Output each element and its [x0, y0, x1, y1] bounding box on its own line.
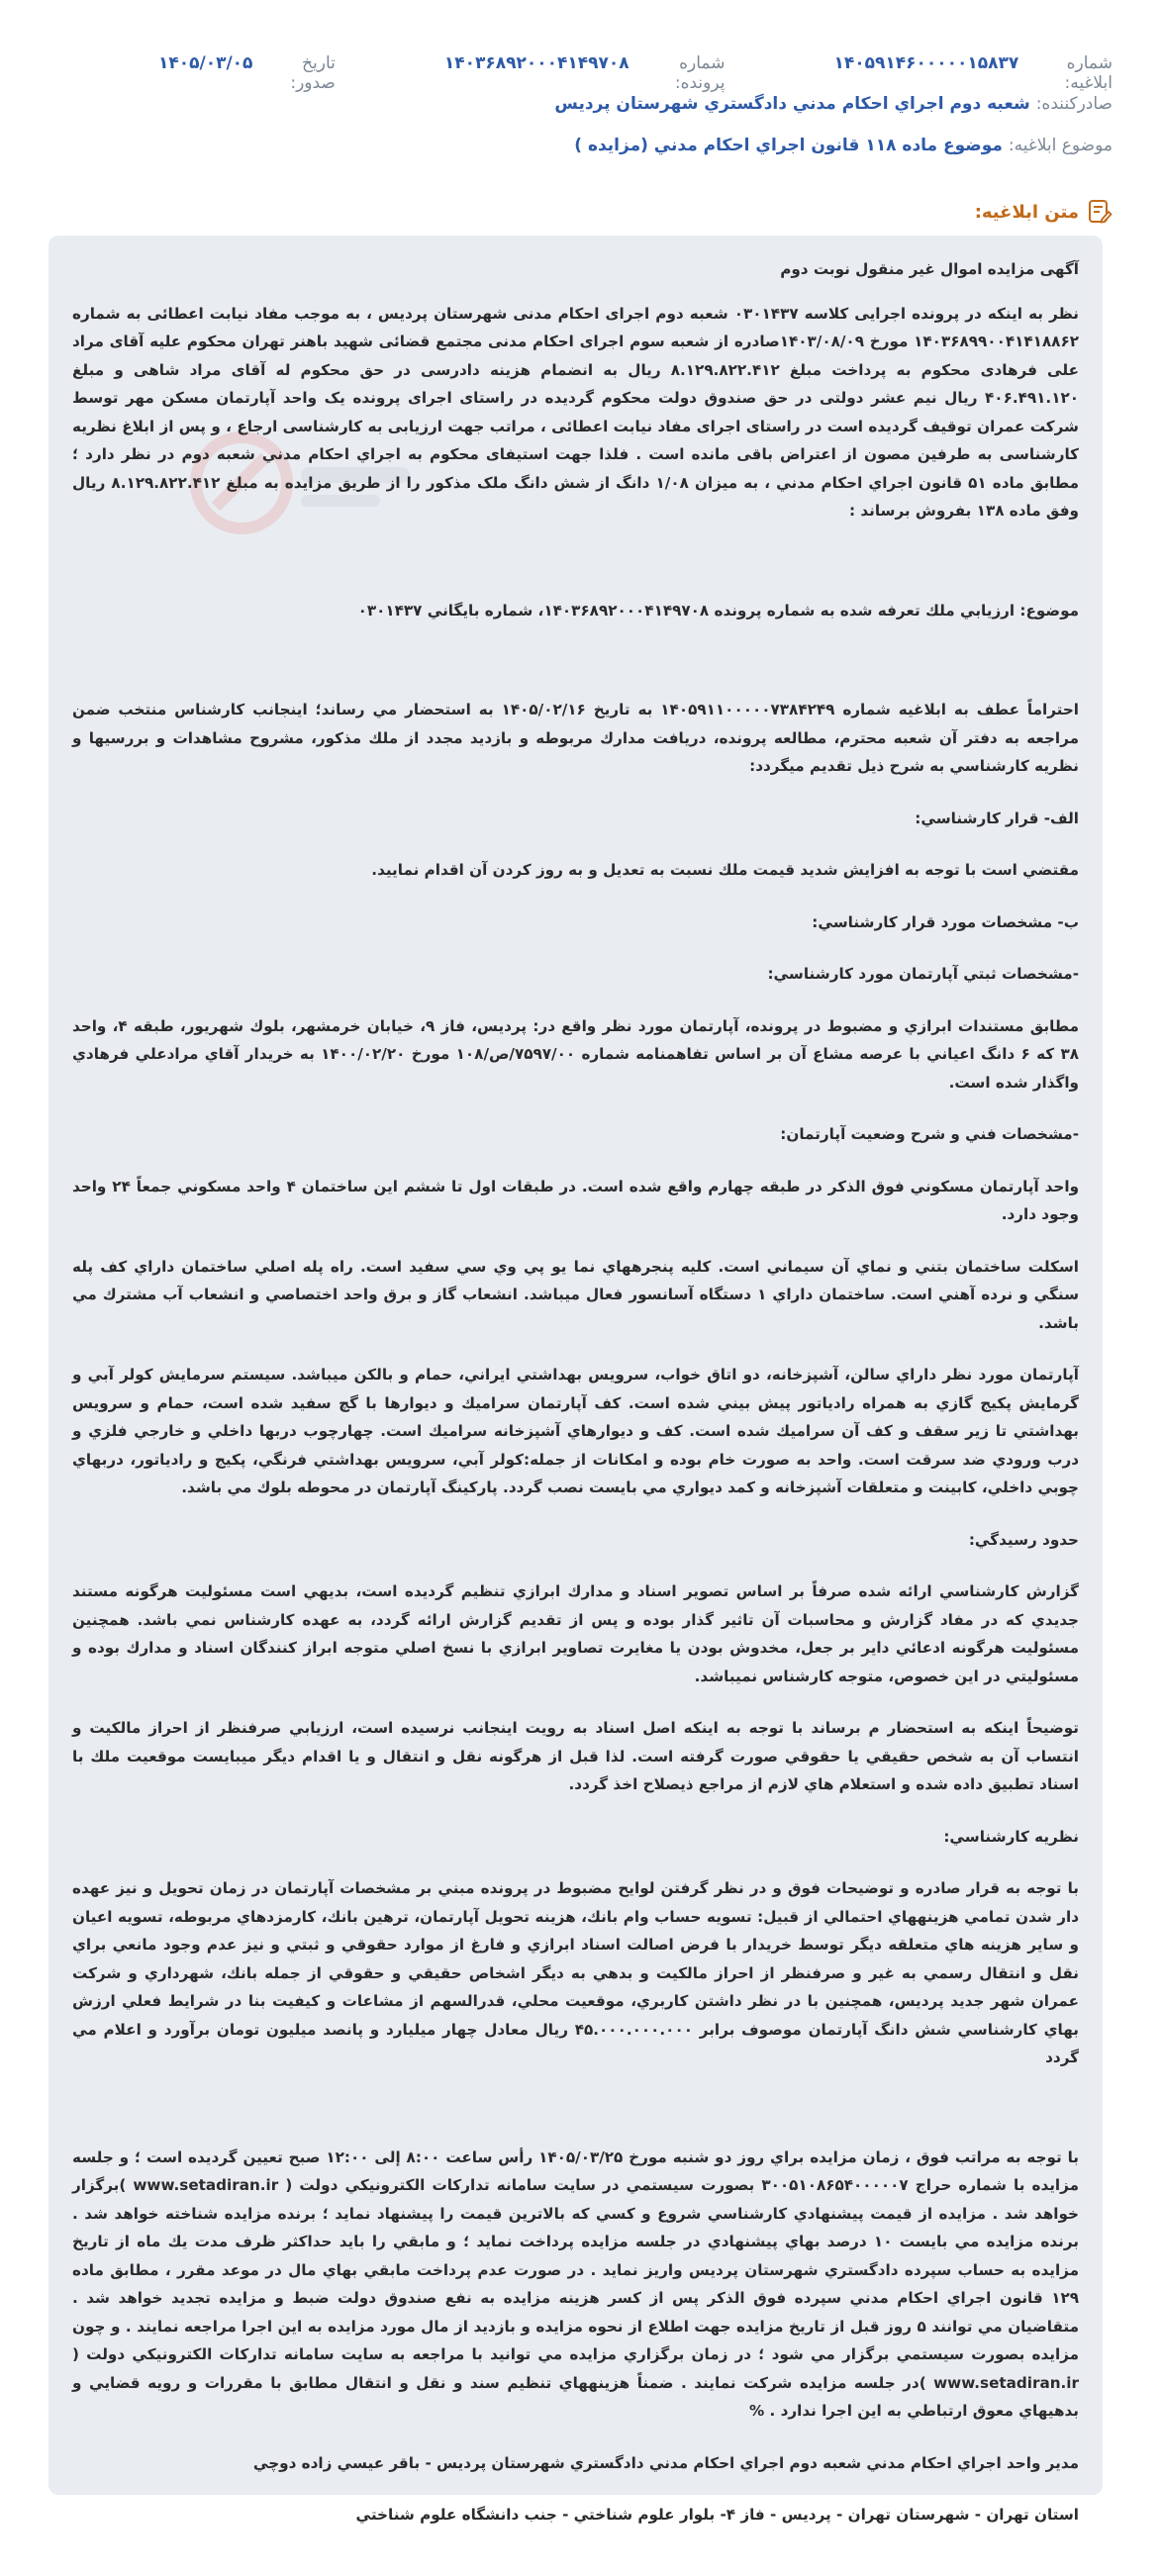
notice-number-cell [833, 53, 1113, 93]
body-paragraph-subject: موضوع: ارزيابي ملك تعرفه شده به شماره پرونده ۱۴۰۳۶۸۹۲۰۰۰۴۱۴۹۷۰۸، شماره بايگاني ۰۳۰۱۴۳۷ [357, 601, 1079, 620]
subject-label: موضوع ابلاغیه: [1008, 136, 1113, 155]
notice-body [72, 255, 1079, 2529]
subject-value: موضوع ماده ۱۱۸ قانون اجراي احكام مدني (مزايده ) [574, 136, 1003, 155]
notice-number-label: شماره ابلاغیه: [1064, 53, 1113, 93]
body-paragraph-reference: احتراماً عطف به ابلاغيه شماره ۱۴۰۵۹۱۱۰۰۰۰۰۷۳۸۴۲۴۹ به تاريخ ۱۴۰۵/۰۲/۱۶ به استحضار مي رساند؛ اينجانب كارشناس منتخب ضمن مراجعه به دفتر آن شعبه محترم، مطالعه پرونده، دريافت مدارك مربوطه و بازديد مجدد از ملك مذكور، مشروح مشاهدات و بررسيها و نظريه كارشناسي به شرح ذيل تقديم ميگردد: [72, 701, 1079, 775]
body-paragraph-floor: واحد آپارتمان مسكوني فوق الذكر در طبقه چهارم واقع شده است. در طبقات اول تا ششم اين ساختمان ۴ واحد مسكوني جمعاً ۲۴ واحد وجود دارد. [72, 1177, 1080, 1223]
body-paragraph-request: مقتضي است با توجه به افزايش شديد قيمت ملك نسبت به تعديل و به روز كردن آن اقدام نماييد. [371, 861, 1079, 879]
body-address: استان تهران - شهرستان تهران - پرديس - فاز ۴- بلوار علوم شناختي - جنب دانشگاه علوم شناختي [355, 2506, 1079, 2524]
notice-text-header [975, 199, 1113, 225]
body-paragraph-registration: مطابق مستندات ابرازي و مضبوط در پرونده، آپارتمان مورد نظر واقع در: پرديس، فاز ۹، خيابان خرمشهر، بلوك شهريور، طبقه ۴، واحد ۳۸ كه ۶ دانگ اعياني با عرصه مشاع آن بر اساس تفاهمنامه شماره ۷۵۹۷/۰۰/ص/۱۰۸ مورخ ۱۴۰۰/۰۲/۲۰ به خريدار آقاي مرادعلي فرهادي واگذار شده است. [72, 1016, 1080, 1092]
case-number-value: ۱۴۰۳۶۸۹۲۰۰۰۴۱۴۹۷۰۸ [443, 53, 629, 73]
issuer-label: صادرکننده: [1035, 94, 1113, 114]
body-heading-registration: -مشخصات ثبتي آپارتمان مورد كارشناسي: [767, 965, 1079, 983]
body-heading-scope: حدود رسيدگي: [968, 1530, 1079, 1549]
body-paragraph-scope: گزارش كارشناسي ارائه شده صرفاً بر اساس تصوير اسناد و مدارك ابرازي تنظيم گرديده است، بديهي است مسئوليت هرگونه مستند جديدي كه در مفاد گزارش و محاسبات آن تاثير گذار بوده و پس از تقديم گزارش ارائه گردد، به عهده كارشناس نمي باشد. همچنين مسئوليت هرگونه ادعائي داير بر جعل، مخدوش بودن يا مغايرت تصاوير ابرازي با نسخ اصلي متوجه ابراز كنندگان اسناد و مدارك بوده و مسئوليتي در اين خصوص، متوجه كارشناس نمیباشد. [72, 1582, 1079, 1685]
document-edit-icon [1087, 199, 1113, 225]
notice-text-box [48, 236, 1103, 2524]
issue-date-label: تاریخ صدور: [290, 53, 336, 93]
body-signature: مدير واحد اجراي احكام مدني شعبه دوم اجراي احكام مدني دادگستري شهرستان پرديس - باقر عيسي زاده دوچي [252, 2453, 1079, 2472]
meta-row-issuer [49, 94, 1113, 114]
body-paragraph-auction: با توجه به مراتب فوق ، زمان مزايده براي روز دو شنبه مورخ ۱۴۰۵/۰۳/۲۵ رأس ساعت ۸:۰۰ إلی ۱۲:۰۰ صبح تعيين گرديده است ؛ و جلسه مزايده با شماره حراج ۳۰۰۵۱۰۸۶۵۴۰۰۰۰۰۷ بصورت سيستمي در سايت سامانه تداركات الكترونيكي دولت ( www.setadiran.ir )برگزار خواهد شد . مزايده از قيمت پيشنهادي كارشناسي شروع و كسي كه بالاترين قيمت را پيشنهاد نمايد ؛ برنده مزايده شناخته خواهد شد . برنده مزايده مي بايست ۱۰ درصد بهاي پيشنهادي در جلسه مزايده پرداخت نمايد ؛ و مابقي را بايد حداكثر ظرف مدت يك ماه از تاريخ مزايده به حساب سپرده دادگستري شهرستان پرديس واريز نمايد . در صورت عدم پرداخت مابقي بهاي مال در موعد مقرر ، مطابق ماده ۱۲۹ قانون اجراي احكام مدني سپرده فوق الذكر پس از كسر هزينه مزايده به نفع صندوق دولت ضبط و مزايده تجديد خواهد شد . متقاضيان مي توانند ۵ روز قبل از تاريخ مزايده جهت اطلاع از نحوه مزايده و بازديد از مال مورد مزايده به اين اجرا مراجعه نمايند . و چون مزايده بصورت سيستمي برگزار مي شود ؛ در زمان برگزاري مزايده مي توانيد با مراجعه به سايت سامانه تداركات الكترونيكي دولت ( www.setadiran.ir )در جلسه مزايده شركت نمايند . ضمناً هزينههاي تنظيم سند و نقل و انتقال مطابق با مقررات و رويه قضايي و بدهيهاي معوق ارتباطي به اين اجرا ندارد . % [72, 2147, 1079, 2420]
meta-row-numbers [49, 53, 1113, 93]
body-heading: آگهی مزایده اموال غیر منقول نوبت دوم [780, 260, 1079, 278]
case-number-label: شماره پرونده: [674, 53, 726, 93]
issue-date-value: ۱۴۰۵/۰۳/۰۵ [158, 53, 253, 73]
body-paragraph-intro: نظر به اینکه در پرونده اجرایی کلاسه ۰۳۰۱۴۳۷ شعبه دوم اجرای احکام مدنی شهرستان پردیس ، به موجب مفاد نیابت اعطائی به شماره ۱۴۰۳۶۸۹۹۰۰۴۱۴۱۸۸۶۲ مورخ ۱۴۰۳/۰۸/۰۹صادره از شعبه سوم اجرای احکام مدنی مجتمع قضائی شهید باهنر تهران محکوم علیه آقای مراد علی فرهادی محکوم به پرداخت مبلغ ۸.۱۲۹.۸۲۲.۴۱۲ ریال به انضمام هزینه دادرسی در حق محکوم له آقای مراد شاهی و مبلغ ۴۰۶.۴۹۱.۱۲۰ ریال نیم عشر دولتی در حق صندوق دولت محکوم گردیده در راستای اجرای پرونده یک واحد آپارتمان مسکن مهر توسط شرکت عمران توقیف گردیده است در راستای اجرای مفاد نیابت اعطائی ، مراتب جهت ارزیابی به کارشناسی ارجاع ، و پس از ابلاغ نظریه کارشناسی به طرفین مصون از اعتراض باقی مانده است . فلذا جهت استیفای محکوم به اجراي احكام مدني شعبه دوم در نظر دارد ؛ مطابق ماده ۵۱ قانون اجراي احكام مدني ، به میزان ۱/۰۸ دانگ از شش دانگ ملک مذکور را از طریق مزایده به مبلغ ۸.۱۲۹.۸۲۲.۴۱۲ ریال وفق ماده ۱۳۸ بفروش برساند : [72, 304, 1079, 520]
body-paragraph-features: آپارتمان مورد نظر داراي سالن، آشپزخانه، دو اتاق خواب، سرويس بهداشتي ايراني، حمام و بالكن ميباشد. سيستم سرمايش كولر آبي و گرمايش پكيج گازي به همراه رادياتور پيش بيني شده است. كف آپارتمان سراميك و ديوارها با گچ سفيد شده است، حمام و سرويس بهداشتي تا زير سقف و كف آن سراميك شده است. كف و ديوارهاي آشپزخانه سراميك است. چهارچوب دربها داخلي و خارجي فلزي و درب ورودي ضد سرقت است. واحد به صورت خام بوده و امكانات از جمله:كولر آبي، سرويس بهداشتي فرنگي، پكيج و رادياتور، دربهاي چوبي داخلي، كابينت و متعلقات آشپزخانه و كمد ديواري مي بايست نصب گردد. پاركينگ آپارتمان در محوطه بلوك مي باشد. [72, 1366, 1079, 1496]
issue-date-cell [158, 53, 336, 93]
issuer-value: شعبه دوم اجراي احكام مدني دادگستري شهرستان پرديس [554, 94, 1030, 114]
body-heading-b: ب- مشخصات مورد قرار كارشناسي: [812, 912, 1079, 931]
body-heading-technical: -مشخصات فني و شرح وضعيت آپارتمان: [780, 1125, 1079, 1143]
body-paragraph-clarification: توضيحاً اينكه به استحضار م برساند با توجه به اينكه اصل اسناد به رويت اينجانب نرسيده است، ارزيابي صرفنظر از احراز مالكيت و انتساب آن به شخص حقيقي يا حقوقي صورت گرفته است. لذا قبل از هرگونه نقل و انتقال و يا اقدام ديگر ميبايست موقعيت ملك با اسناد تطبيق داده شده و استعلام هاي لازم از مراجع ذيصلاح اخذ گردد. [72, 1719, 1079, 1793]
meta-row-subject [49, 136, 1113, 155]
body-paragraph-structure: اسكلت ساختمان بتني و نماي آن سيماني است. كليه پنجرههاي نما يو پي وي سي سفيد است. راه پله اصلي ساختمان داراي كف پله سنگي و نرده آهني است. ساختمان داراي ۱ دستگاه آسانسور فعال ميباشد. انشعاب گاز و برق واحد اختصاصي و انشعاب آب مشترك مي باشد. [72, 1257, 1080, 1332]
case-number-cell [444, 53, 726, 93]
body-heading-a: الف- قرار كارشناسي: [915, 809, 1079, 827]
body-heading-opinion: نظريه كارشناسي: [943, 1827, 1079, 1846]
notice-text-title: متن ابلاغیه: [974, 201, 1079, 223]
body-paragraph-opinion: با توجه به قرار صادره و توضيحات فوق و در نظر گرفتن لوايح مضبوط در پرونده مبني بر مشخصات آپارتمان در زمان تحويل و نيز عهده دار شدن تمامي هزينههاي احتمالي از قبيل: تسويه حساب وام بانك، هزينه تحويل آپارتمان، ترهين بانك، كارمزدهاي مربوطه، تسويه اعيان و ساير هزينه هاي متعلقه ديگر توسط خريدار با فرض اصالت اسناد ابرازي و فارغ از موارد حقوقي و ثبتي و نيز عدم وجود مانعي براي نقل و انتقال رسمي به غير و صرفنظر از احراز مالكيت و بدهي به ديگر اشخاص حقيقي و حقوقي از جمله بانك، شهرداري و شركت عمران شهر جديد پرديس، همچنين با در نظر داشتن كاربري، موقعيت محلي، قدرالسهم از مشاعات و كيفيت بنا در شرايط فعلي ارزش بهاي كارشناسي شش دانگ آپارتمان موصوف برابر ۴۵.۰۰۰.۰۰۰.۰۰۰ ريال معادل چهار ميليارد و پانصد ميليون تومان برآورد و اعلام مي گردد [72, 1879, 1079, 2066]
notice-number-value: ۱۴۰۵۹۱۴۶۰۰۰۰۰۱۵۸۳۷ [833, 53, 1019, 73]
